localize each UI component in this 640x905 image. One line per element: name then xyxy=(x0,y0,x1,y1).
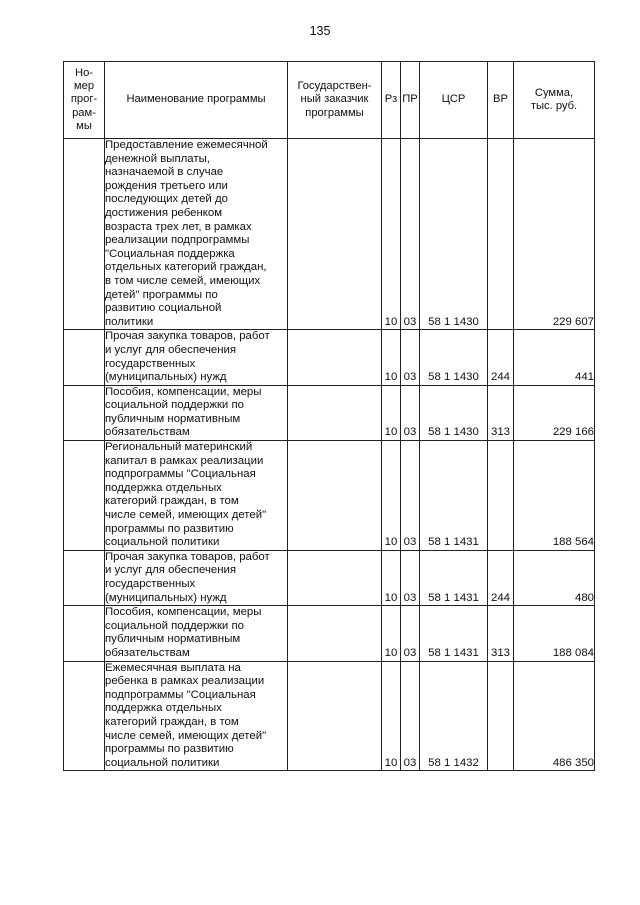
program-name-line: (муниципальных) нужд xyxy=(105,371,227,384)
table-row xyxy=(64,441,595,551)
csr-cell: 58 1 1431 xyxy=(420,441,488,551)
vr-cell: 313 xyxy=(488,385,514,440)
program-number-cell xyxy=(64,661,105,771)
vr-cell xyxy=(488,139,514,330)
sum-cell: 188 084 xyxy=(514,606,595,661)
program-name-line: достижения ребенком xyxy=(105,206,223,219)
page-number: 135 xyxy=(309,24,331,38)
table-row xyxy=(64,139,595,330)
header-rz: Рз xyxy=(382,62,401,139)
rz-cell: 10 xyxy=(382,550,401,605)
table-row xyxy=(64,606,595,661)
program-name-line: публичным нормативным xyxy=(105,633,241,646)
program-name-line: последующих детей до xyxy=(105,193,228,206)
header-pr: ПР xyxy=(401,62,420,139)
program-name-line: Пособия, компенсации, меры xyxy=(105,385,262,398)
program-name-line: Предоставление ежемесячной xyxy=(105,139,268,151)
program-name-line: детей" программы по xyxy=(105,288,218,301)
program-number-cell xyxy=(64,139,105,330)
rz-cell: 10 xyxy=(382,139,401,330)
csr-cell: 58 1 1430 xyxy=(420,139,488,330)
vr-cell: 244 xyxy=(488,330,514,385)
program-name-line: обязательствам xyxy=(105,426,190,439)
rz-cell: 10 xyxy=(382,330,401,385)
program-name-line: публичным нормативным xyxy=(105,412,241,425)
program-name-line: Пособия, компенсации, меры xyxy=(105,606,262,619)
vr-cell: 244 xyxy=(488,550,514,605)
program-name-line: Прочая закупка товаров, работ xyxy=(105,550,270,563)
program-name-line: поддержка отдельных xyxy=(105,481,222,494)
sum-cell: 486 350 xyxy=(514,661,595,771)
sum-cell: 229 166 xyxy=(514,385,595,440)
header-state-customer xyxy=(288,62,382,139)
program-name-line: капитал в рамках реализации xyxy=(105,454,264,467)
pr-cell: 03 xyxy=(401,441,420,551)
program-name-cell xyxy=(105,606,288,661)
program-name-line: возраста трех лет, в рамках xyxy=(105,220,252,233)
header-program-number xyxy=(64,62,105,139)
pr-cell: 03 xyxy=(401,385,420,440)
program-name-line: и услуг для обеспечения xyxy=(105,343,237,356)
sum-cell: 441 xyxy=(514,330,595,385)
pr-cell: 03 xyxy=(401,661,420,771)
program-name-line: и услуг для обеспечения xyxy=(105,564,237,577)
sum-cell: 480 xyxy=(514,550,595,605)
program-name-line: реализации подпрограммы xyxy=(105,234,250,247)
budget-table xyxy=(63,61,595,771)
program-name-cell xyxy=(105,330,288,385)
state-customer-cell xyxy=(288,385,382,440)
program-name-line: в том числе семей, имеющих xyxy=(105,274,261,287)
header-program-name: Наименование программы xyxy=(105,62,288,139)
csr-cell: 58 1 1430 xyxy=(420,330,488,385)
header-vr: ВР xyxy=(488,62,514,139)
header-line: рам- xyxy=(72,106,96,119)
program-name-line: государственных xyxy=(105,357,196,370)
vr-cell xyxy=(488,441,514,551)
program-number-cell xyxy=(64,330,105,385)
header-sum xyxy=(514,62,595,139)
program-name-cell xyxy=(105,661,288,771)
program-number-cell xyxy=(64,550,105,605)
header-line: Сумма, xyxy=(534,86,574,99)
program-name-line: числе семей, имеющих детей" xyxy=(105,509,267,522)
header-line: ный заказчик xyxy=(300,93,369,106)
header-line: программы xyxy=(305,106,364,119)
program-name-line: программы по развитию xyxy=(105,522,234,535)
state-customer-cell xyxy=(288,441,382,551)
table-row xyxy=(64,661,595,771)
state-customer-cell xyxy=(288,330,382,385)
pr-cell: 03 xyxy=(401,550,420,605)
vr-cell xyxy=(488,661,514,771)
header-row xyxy=(64,62,595,139)
pr-cell: 03 xyxy=(401,606,420,661)
csr-cell: 58 1 1430 xyxy=(420,385,488,440)
sum-cell: 188 564 xyxy=(514,441,595,551)
program-name-line: Ежемесячная выплата на xyxy=(105,661,241,674)
program-name-line: Прочая закупка товаров, работ xyxy=(105,330,270,343)
program-name-line: категорий граждан, в том xyxy=(105,495,239,508)
pr-cell: 03 xyxy=(401,139,420,330)
program-name-line: государственных xyxy=(105,578,196,590)
program-number-cell xyxy=(64,385,105,440)
program-name-line: поддержка отдельных xyxy=(105,702,222,715)
program-name-line: развитию социальной xyxy=(105,302,222,315)
state-customer-cell xyxy=(288,550,382,605)
sum-cell: 229 607 xyxy=(514,139,595,330)
table-row xyxy=(64,330,595,385)
header-line: Государствен- xyxy=(297,80,372,93)
program-name-line: программы по развитию xyxy=(105,743,234,756)
table-row xyxy=(64,550,595,605)
program-name-line: подпрограммы "Социальная xyxy=(105,468,256,481)
rz-cell: 10 xyxy=(382,385,401,440)
state-customer-cell xyxy=(288,606,382,661)
csr-cell: 58 1 1431 xyxy=(420,550,488,605)
program-name-cell xyxy=(105,550,288,605)
program-number-cell xyxy=(64,606,105,661)
program-name-line: ребенка в рамках реализации xyxy=(105,675,265,688)
program-name-line: назначаемой в случае xyxy=(105,166,224,179)
program-name-cell xyxy=(105,139,288,330)
program-name-line: подпрограммы "Социальная xyxy=(105,688,256,701)
program-name-line: социальной поддержки по xyxy=(105,619,244,632)
rz-cell: 10 xyxy=(382,661,401,771)
header-line: прог- xyxy=(70,93,98,106)
program-name-line: обязательствам xyxy=(105,646,190,659)
program-name-line: денежной выплаты, xyxy=(105,152,210,165)
state-customer-cell xyxy=(288,139,382,330)
program-name-cell xyxy=(105,441,288,551)
program-name-cell xyxy=(105,385,288,440)
vr-cell: 313 xyxy=(488,606,514,661)
program-name-line: социальной политики xyxy=(105,756,220,769)
state-customer-cell xyxy=(288,661,382,771)
program-name-line: категорий граждан, в том xyxy=(105,715,239,728)
header-line: мы xyxy=(76,119,92,132)
rz-cell: 10 xyxy=(382,441,401,551)
program-name-line: социальной поддержки по xyxy=(105,399,244,412)
program-name-line: числе семей, имеющих детей" xyxy=(105,729,267,742)
pr-cell: 03 xyxy=(401,330,420,385)
program-name-line: политики xyxy=(105,315,154,328)
table-row xyxy=(64,385,595,440)
csr-cell: 58 1 1431 xyxy=(420,606,488,661)
header-line: мер xyxy=(73,80,95,93)
program-name-line: (муниципальных) нужд xyxy=(105,591,227,604)
header-csr: ЦСР xyxy=(420,62,488,139)
header-line: Но- xyxy=(74,66,94,79)
program-name-line: социальной политики xyxy=(105,536,220,549)
program-number-cell xyxy=(64,441,105,551)
program-name-line: Региональный материнский xyxy=(105,441,253,454)
rz-cell: 10 xyxy=(382,606,401,661)
program-name-line: рождения третьего или xyxy=(105,179,228,192)
header-line: тыс. руб. xyxy=(530,100,578,112)
csr-cell: 58 1 1432 xyxy=(420,661,488,771)
program-name-line: отдельных категорий граждан, xyxy=(105,261,267,274)
program-name-line: "Социальная поддержка xyxy=(105,247,235,260)
